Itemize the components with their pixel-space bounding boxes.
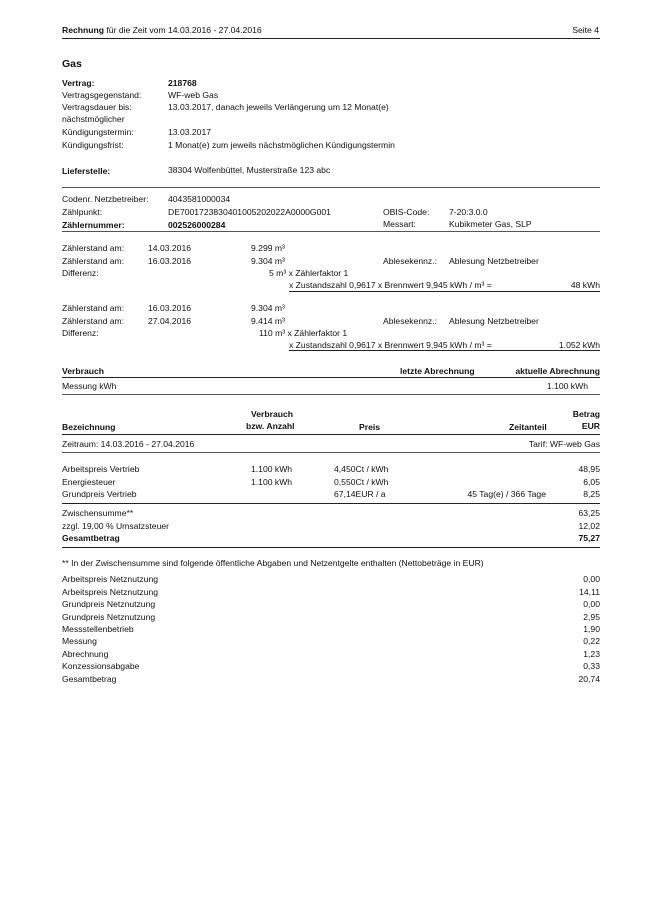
reading-2-diff-text: 110 m³ x Zählerfaktor 1 — [259, 328, 348, 338]
codenr-value: 4043581000034 — [168, 194, 231, 204]
reading-2-end-date: 27.04.2016 — [148, 316, 192, 326]
gegenstand-value: WF-web Gas — [168, 90, 219, 100]
header-title-rest: für die Zeit vom 14.03.2016 - 27.04.2016 — [104, 25, 262, 35]
fee-row-1-amount: 0,00 — [583, 574, 600, 584]
zaehlpunkt-label: Zählpunkt: — [62, 207, 103, 217]
reading-2-divider — [289, 350, 600, 351]
obis-label: OBIS-Code: — [383, 207, 430, 217]
totals-divider — [62, 547, 600, 548]
fee-row-3-name: Grundpreis Netznutzung — [62, 599, 156, 609]
fee-row-3-amount: 0,00 — [583, 599, 600, 609]
fee-row-1-name: Arbeitspreis Netznutzung — [62, 574, 159, 584]
reading-2-calc-text: x Zustandszahl 0,9617 x Brennwert 9,945 kWh / m³ = — [289, 340, 492, 350]
cost-row-3-amount: 8,25 — [583, 489, 600, 499]
dauer-label: Vertragsdauer bis: — [62, 102, 132, 112]
ust-value: 12,02 — [578, 521, 600, 531]
zaehlernummer-value: 002526000284 — [168, 220, 226, 230]
kuendigungsfrist-label: Kündigungsfrist: — [62, 140, 124, 150]
reading-2-start-value: 9.304 m³ — [251, 303, 285, 313]
reading-1-diff-text: 5 m³ x Zählerfaktor 1 — [269, 268, 349, 278]
vertrag-value: 218768 — [168, 78, 197, 88]
costs-head-preis: Preis — [359, 422, 381, 432]
reading-1-start-date: 14.03.2016 — [148, 243, 192, 253]
reading-2-start-date: 16.03.2016 — [148, 303, 192, 313]
cost-row-2-amount: 6,05 — [583, 477, 600, 487]
cost-row-2-name: Energiesteuer — [62, 477, 116, 487]
cost-row-1-price: 4,450Ct / kWh — [334, 464, 389, 474]
cost-row-3-name: Grundpreis Vertrieb — [62, 489, 137, 499]
costs-rows-divider — [62, 503, 600, 504]
zwischensumme-label: Zwischensumme** — [62, 508, 134, 518]
reading-2-result: 1.052 kWh — [558, 340, 600, 350]
fee-row-6-amount: 0,22 — [583, 636, 600, 646]
footnote-text: ** In der Zwischensumme sind folgende öffentliche Abgaben und Netzentgelte enthalten (Nettobeträge in EUR) — [62, 558, 484, 568]
fee-row-5-name: Messstellenbetrieb — [62, 624, 134, 634]
reading-1-ablese-label: Ablesekennz.: — [383, 256, 437, 266]
fee-row-9-amount: 20,74 — [578, 674, 600, 684]
reading-1-start-value: 9.299 m³ — [251, 243, 285, 253]
costs-head-betrag-2: EUR — [581, 421, 600, 431]
lieferstelle-label: Lieferstelle: — [62, 166, 111, 176]
header-title-bold: Rechnung — [62, 25, 105, 35]
reading-1-end-date: 16.03.2016 — [148, 256, 192, 266]
kuendigungstermin-value: 13.03.2017 — [168, 127, 212, 137]
gegenstand-label: Vertragsgegenstand: — [62, 90, 142, 100]
reading-1-diff-label: Differenz: — [62, 268, 99, 278]
reading-2-ablese-label: Ablesekennz.: — [383, 316, 437, 326]
fee-row-6-name: Messung — [62, 636, 97, 646]
reading-1-end-value: 9.304 m³ — [251, 256, 285, 266]
fee-row-7-name: Abrechnung — [62, 649, 109, 659]
fee-row-8-amount: 0,33 — [583, 661, 600, 671]
vertrag-label: Vertrag: — [62, 78, 95, 88]
fee-row-7-amount: 1,23 — [583, 649, 600, 659]
costs-zeitraum: Zeitraum: 14.03.2016 - 27.04.2016 — [62, 439, 195, 449]
fee-row-2-name: Arbeitspreis Netznutzung — [62, 587, 159, 597]
cost-row-2-qty: 1.100 kWh — [251, 477, 293, 487]
costs-head-betrag-1: Betrag — [572, 409, 600, 419]
zwischensumme-value: 63,25 — [578, 508, 600, 518]
ust-label: zzgl. 19,00 % Umsatzsteuer — [62, 521, 169, 531]
zaehlpunkt-value: DE7001723830401005202022A0000G001 — [168, 207, 331, 217]
dauer-label-2: nächstmöglicher — [62, 114, 125, 124]
costs-head-verbrauch-1: Verbrauch — [251, 409, 294, 419]
cost-row-3-price: 67,14EUR / a — [334, 489, 386, 499]
header-divider — [62, 38, 600, 39]
verbrauch-row-current: 1.100 kWh — [546, 381, 588, 391]
costs-head-zeitanteil: Zeitanteil — [509, 422, 547, 432]
reading-2-start-label: Zählerstand am: — [62, 303, 125, 313]
costs-head-bezeichnung: Bezeichnung — [62, 422, 116, 432]
messart-value: Kubikmeter Gas, SLP — [449, 219, 532, 229]
reading-1-end-label: Zählerstand am: — [62, 256, 125, 266]
gesamtbetrag-value: 75,27 — [578, 533, 600, 543]
section-title: Gas — [62, 58, 82, 70]
verbrauch-col-last: letzte Abrechnung — [400, 366, 475, 376]
kuendigungstermin-label: Kündigungstermin: — [62, 127, 134, 137]
reading-1-divider — [289, 291, 600, 292]
reading-1-ablese-value: Ablesung Netzbetreiber — [449, 256, 539, 266]
codenr-label: Codenr. Netzbetreiber: — [62, 194, 149, 204]
page-number: Seite 4 — [572, 25, 599, 35]
messart-label: Messart: — [383, 219, 416, 229]
cost-row-3-share: 45 Tag(e) / 366 Tage — [467, 489, 546, 499]
cost-row-1-name: Arbeitspreis Vertrieb — [62, 464, 140, 474]
reading-1-start-label: Zählerstand am: — [62, 243, 125, 253]
fee-row-8-name: Konzessionsabgabe — [62, 661, 140, 671]
reading-2-end-label: Zählerstand am: — [62, 316, 125, 326]
lieferstelle-value: 38304 Wolfenbüttel, Musterstraße 123 abc — [168, 165, 331, 175]
cost-row-2-price: 0,550Ct / kWh — [334, 477, 389, 487]
reading-2-diff-label: Differenz: — [62, 328, 99, 338]
zaehlernummer-label: Zählernummer: — [62, 220, 125, 230]
fee-row-9-name: Gesamtbetrag — [62, 674, 117, 684]
fee-row-4-amount: 2,95 — [583, 612, 600, 622]
verbrauch-col-current: aktuelle Abrechnung — [515, 366, 600, 376]
cost-row-1-amount: 48,95 — [578, 464, 600, 474]
verbrauch-label: Verbrauch — [62, 366, 105, 376]
costs-tarif: Tarif: WF-web Gas — [528, 439, 600, 449]
reading-2-ablese-value: Ablesung Netzbetreiber — [449, 316, 539, 326]
verbrauch-bottom-divider — [62, 394, 600, 395]
kuendigungsfrist-value: 1 Monat(e) zum jeweils nächstmöglichen Kündigungstermin — [168, 140, 395, 150]
lieferstelle-divider — [62, 187, 600, 188]
cost-row-1-qty: 1.100 kWh — [251, 464, 293, 474]
costs-zeitraum-divider — [62, 452, 600, 453]
fee-row-2-amount: 14,11 — [579, 587, 600, 597]
costs-head-verbrauch-2: bzw. Anzahl — [246, 421, 295, 431]
fee-row-4-name: Grundpreis Netznutzung — [62, 612, 156, 622]
meter-divider — [62, 231, 600, 232]
page-header-title — [62, 25, 262, 35]
reading-2-end-value: 9.414 m³ — [251, 316, 285, 326]
verbrauch-divider — [62, 377, 600, 378]
reading-1-result: 48 kWh — [570, 280, 600, 290]
dauer-value: 13.03.2017, danach jeweils Verlängerung um 12 Monat(e) — [168, 102, 389, 112]
verbrauch-row-label: Messung kWh — [62, 381, 117, 391]
obis-value: 7-20:3.0.0 — [449, 207, 488, 217]
costs-head-divider — [62, 434, 600, 435]
reading-1-calc-text: x Zustandszahl 0,9617 x Brennwert 9,945 kWh / m³ = — [289, 280, 492, 290]
fee-row-5-amount: 1,90 — [583, 624, 600, 634]
gesamtbetrag-label: Gesamtbetrag — [62, 533, 120, 543]
